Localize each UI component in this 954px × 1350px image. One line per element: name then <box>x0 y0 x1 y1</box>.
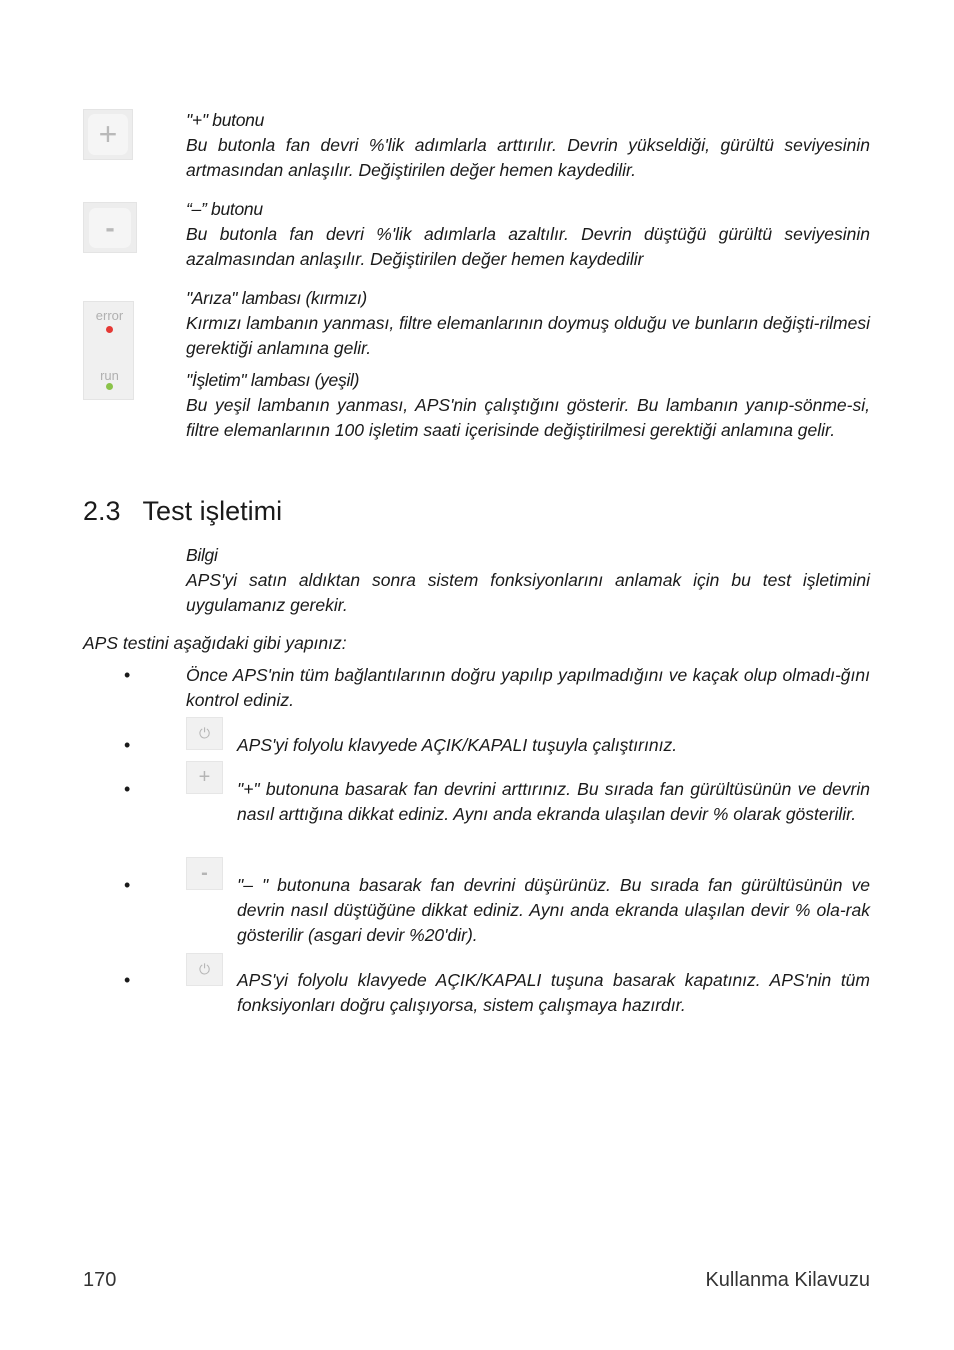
plus-button-image <box>83 109 133 160</box>
run-lamp-heading: "İşletim" lambası (yeşil) <box>186 370 360 390</box>
bullet-3-marker: • <box>124 779 131 799</box>
minus-small-icon: - <box>186 857 223 890</box>
status-lamps-image <box>83 301 134 400</box>
minus-button-image <box>83 202 137 253</box>
run-label: run <box>100 368 119 383</box>
info-text: APS'yi satın aldıktan sonra sistem fonksiyonlarını anlamak için bu test işletimini uygulamanız gerekir. <box>186 570 870 615</box>
section-title: Test işletimi <box>142 496 283 526</box>
minus-button-description: Bu butonla fan devri %'lik adımlarla azaltılır. Devrin düştüğü gürültü seviyesinin azalmasından anlaşılır. Değiştirilen değer hemen kaydedilir <box>186 224 870 269</box>
error-lamp-icon <box>106 326 113 333</box>
power-icon: ⏻ <box>186 717 223 750</box>
bullet-4-text: "– " butonuna basarak fan devrini düşürünüz. Bu sırada fan gürültüsünün ve devrin nasıl düştüğüne dikkat ediniz. Aynı anda ekranda ulaşılan devir % ola-rak gösterilir (asgari devir %20'dir). <box>237 875 870 945</box>
error-label: error <box>95 308 124 323</box>
bullet-2-text: APS'yi folyolu klavyede AÇIK/KAPALI tuşuyla çalıştırınız. <box>237 735 678 755</box>
error-lamp-description: Kırmızı lambanın yanması, filtre elemanlarının doymuş olduğu ve bunların değişti-rilmesi gerektiği anlamına gelir. <box>186 313 870 358</box>
error-lamp-heading: "Arıza" lambası (kırmızı) <box>186 288 367 308</box>
plus-button-description: Bu butonla fan devri %'lik adımlarla arttırılır. Devrin yükseldiği, gürültü seviyesinin artmasından anlaşılır. Değiştirilen değer hemen kaydedilir. <box>186 135 870 180</box>
power-off-icon: ⏻ <box>186 953 223 986</box>
test-intro: APS testini aşağıdaki gibi yapınız: <box>83 633 347 653</box>
plus-icon: + <box>88 114 128 155</box>
run-lamp-description: Bu yeşil lambanın yanması, APS'nin çalıştığını gösterir. Bu lambanın yanıp-sönme-si, filtre elemanlarının 100 işletim saati içerisinde değiştirilmesi gerektiği anlamına gelir. <box>186 395 870 440</box>
minus-icon: - <box>89 208 131 248</box>
bullet-4-marker: • <box>124 875 131 895</box>
bullet-3-text: "+" butonuna basarak fan devrini arttırınız. Bu sırada fan gürültüsünün ve devrin nasıl arttığına dikkat ediniz. Aynı anda ekranda ulaşılan devir % olarak gösterilir. <box>237 779 870 824</box>
bullet-1-marker: • <box>124 665 131 685</box>
bullet-1-text: Önce APS'nin tüm bağlantılarının doğru yapılıp yapılmadığını ve kaçak olup olmadı-ğını kontrol ediniz. <box>186 665 870 710</box>
section-heading <box>83 493 282 529</box>
section-number: 2.3 <box>83 496 121 526</box>
bullet-2-marker: • <box>124 735 131 755</box>
run-lamp-icon <box>106 383 113 390</box>
bullet-5-marker: • <box>124 970 131 990</box>
document-title: Kullanma Kilavuzu <box>705 1269 870 1291</box>
minus-button-heading: “–” butonu <box>186 199 263 219</box>
bullet-5-text: APS'yi folyolu klavyede AÇIK/KAPALI tuşuna basarak kapatınız. APS'nin tüm fonksiyonları doğru çalışıyorsa, sistem çalışmaya hazırdır. <box>237 970 870 1015</box>
plus-button-heading: "+" butonu <box>186 110 265 130</box>
info-heading: Bilgi <box>186 545 218 565</box>
plus-small-icon: + <box>186 761 223 794</box>
page-number: 170 <box>83 1269 117 1291</box>
